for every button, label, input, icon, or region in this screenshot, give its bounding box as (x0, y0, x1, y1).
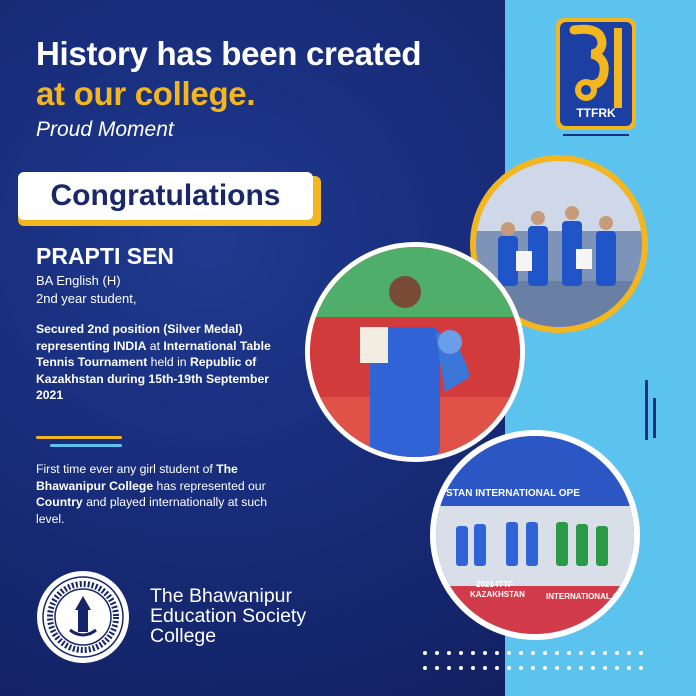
accent-line (653, 398, 656, 438)
photo-banner-text: 2021 ITTF (476, 580, 513, 589)
college-name (150, 586, 306, 646)
logo-underline (563, 134, 629, 136)
headline-line2: at our college. (36, 75, 256, 112)
note-text (36, 461, 276, 527)
group-stage-photo (430, 430, 640, 640)
headline-subtitle: Proud Moment (36, 118, 174, 141)
achievement-bold: Republic of Kazakhstan during 15th-19th September 2021 (36, 355, 269, 402)
accent-line (645, 380, 648, 440)
decorative-dots (420, 648, 660, 678)
achievement-bold: International Table Tennis Tournament (36, 338, 271, 369)
achievement-text (36, 321, 276, 404)
note-bold: The Bhawanipur College (36, 462, 238, 493)
note-bold: Country (36, 495, 83, 509)
achievement-text-part: held in (147, 355, 190, 369)
achievement-text-part: at (146, 338, 164, 353)
divider (36, 436, 122, 439)
note-text-part: has represented our (153, 478, 266, 493)
student-year: 2nd year student, (36, 291, 137, 306)
achievement-text-part: INDIA (113, 338, 147, 353)
divider (50, 444, 122, 447)
photo-banner-text: STAN INTERNATIONAL OPE (446, 488, 580, 499)
congratulations-banner: Congratulations (18, 172, 313, 220)
college-name-line: Education Society (150, 605, 307, 627)
student-course: BA English (H) (36, 273, 121, 288)
ttfrk-logo-text: TTFRK (576, 106, 616, 120)
note-text-part: and played internationally at such level. (36, 495, 268, 526)
headline-line1: History has been created (36, 35, 422, 72)
note-text-part: First time ever any girl student of (36, 462, 217, 476)
student-photo (305, 242, 525, 462)
college-seal-icon (36, 570, 130, 664)
college-name-line: College (150, 625, 217, 647)
photo-banner-text: INTERNATIONAL OPE (546, 592, 630, 601)
college-name-line: The Bhawanipur (150, 585, 293, 607)
ttfrk-logo (556, 18, 636, 130)
photo-banner-text: KAZAKHSTAN (470, 590, 525, 599)
student-name: PRAPTI SEN (36, 243, 175, 269)
achievement-bold: Secured 2nd position (Silver Medal) representing (36, 322, 243, 353)
